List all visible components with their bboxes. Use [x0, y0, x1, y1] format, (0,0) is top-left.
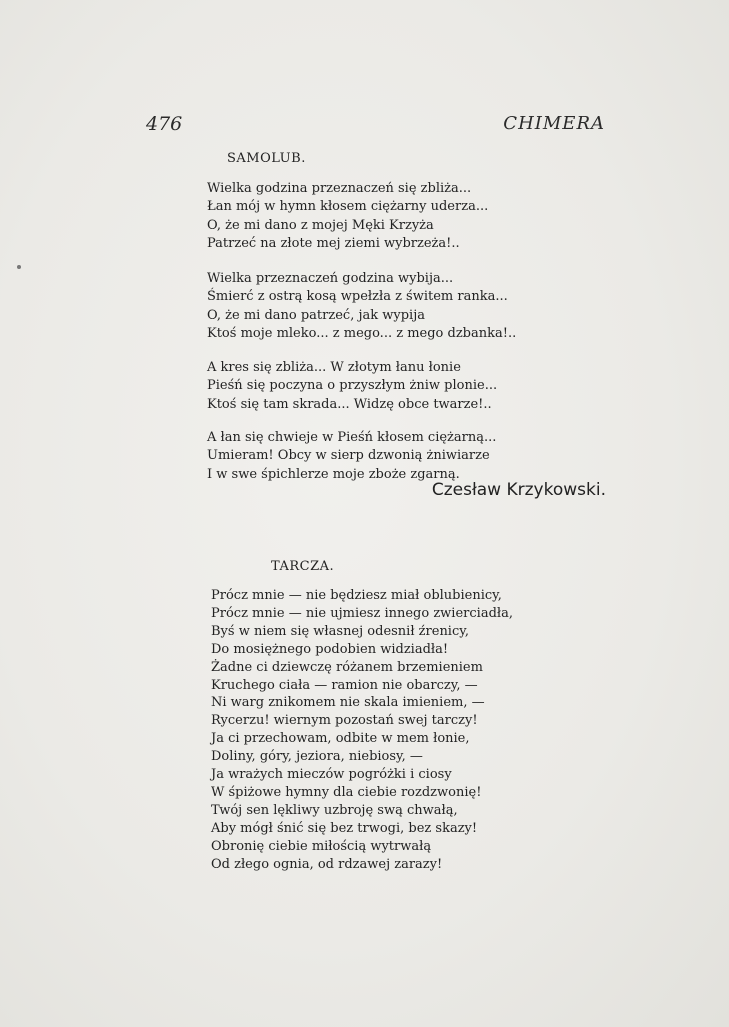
poem-line: Aby mógł śnić się bez trwogi, bez skazy!	[211, 820, 478, 836]
poem-line: Ktoś moje mleko... z mego... z mego dzbanka!..	[207, 325, 517, 341]
poem-title-tarcza: TARCZA.	[271, 559, 335, 574]
poem2-body	[211, 587, 513, 874]
poem-line: O, że mi dano z mojej Męki Krzyża	[207, 217, 434, 233]
running-head: CHIMERA	[503, 113, 605, 134]
poem-line: Śmierć z ostrą kosą wpełzła z świtem ranka...	[207, 289, 508, 305]
poem-line: Twój sen lękliwy uzbroję swą chwałą,	[211, 802, 458, 818]
poem-line: Łan mój w hymn kłosem ciężarny uderza...	[207, 199, 489, 215]
poem-line: Prócz mnie — nie będziesz miał oblubienicy,	[211, 588, 502, 603]
poem-line: Ktoś się tam skrada... Widzę obce twarze!..	[207, 396, 492, 412]
poem-line: Patrzeć na złote mej ziemi wybrzeża!..	[207, 235, 460, 251]
poem-line: Ja wrażych mieczów pogróżki i ciosy	[211, 767, 452, 783]
poem1-stanza-4	[207, 429, 496, 484]
poem-line: Od złego ognia, od rdzawej zarazy!	[211, 856, 443, 872]
poem-line: Pieśń się poczyna o przyszłym żniw plonie...	[207, 378, 498, 394]
poem-line: Ni warg znikomem nie skala imieniem, —	[211, 695, 485, 711]
poem-line: Kruchego ciała — ramion nie obarczy, —	[211, 677, 478, 693]
poem-line: Wielka godzina przeznaczeń się zbliża...	[207, 181, 472, 196]
poem-line: Ja ci przechowam, odbite w mem łonie,	[211, 731, 470, 747]
poem1-stanza-1	[207, 180, 488, 253]
poem1-stanza-2	[207, 270, 516, 343]
poem-line: A kres się zbliża... W złotym łanu łonie	[207, 360, 461, 375]
poem-line: Prócz mnie — nie ujmiesz innego zwierciadła,	[211, 605, 513, 621]
poem-line: Umieram! Obcy w sierp dzwonią żniwiarze	[207, 448, 490, 464]
poem-line: I w swe śpichlerze moje zboże zgarną.	[207, 466, 460, 482]
page-blemish	[17, 265, 21, 269]
poem1-stanza-3	[207, 359, 497, 414]
poem-line: Do mosiężnego podobien widziadła!	[211, 641, 449, 657]
page-number: 476	[146, 113, 183, 135]
poem-line: Byś w niem się własnej odesnił źrenicy,	[211, 623, 470, 639]
poem-line: Żadne ci dziewczę różanem brzemieniem	[211, 659, 483, 675]
poem-line: O, że mi dano patrzeć, jak wypija	[207, 307, 425, 323]
poem-line: Obronię ciebie miłością wytrwałą	[211, 838, 432, 854]
poem-title-samolub: SAMOLUB.	[227, 151, 306, 166]
poem-line: A łan się chwieje w Pieśń kłosem ciężarną...	[207, 430, 497, 445]
poem-line: Rycerzu! wiernym pozostań swej tarczy!	[211, 713, 478, 729]
poem-line: W śpiżowe hymny dla ciebie rozdzwonię!	[211, 784, 482, 800]
author-signature: Czesław Krzykowski.	[431, 480, 606, 500]
poem-line: Doliny, góry, jeziora, niebiosy, —	[211, 749, 423, 765]
poem-line: Wielka przeznaczeń godzina wybija...	[207, 271, 454, 286]
